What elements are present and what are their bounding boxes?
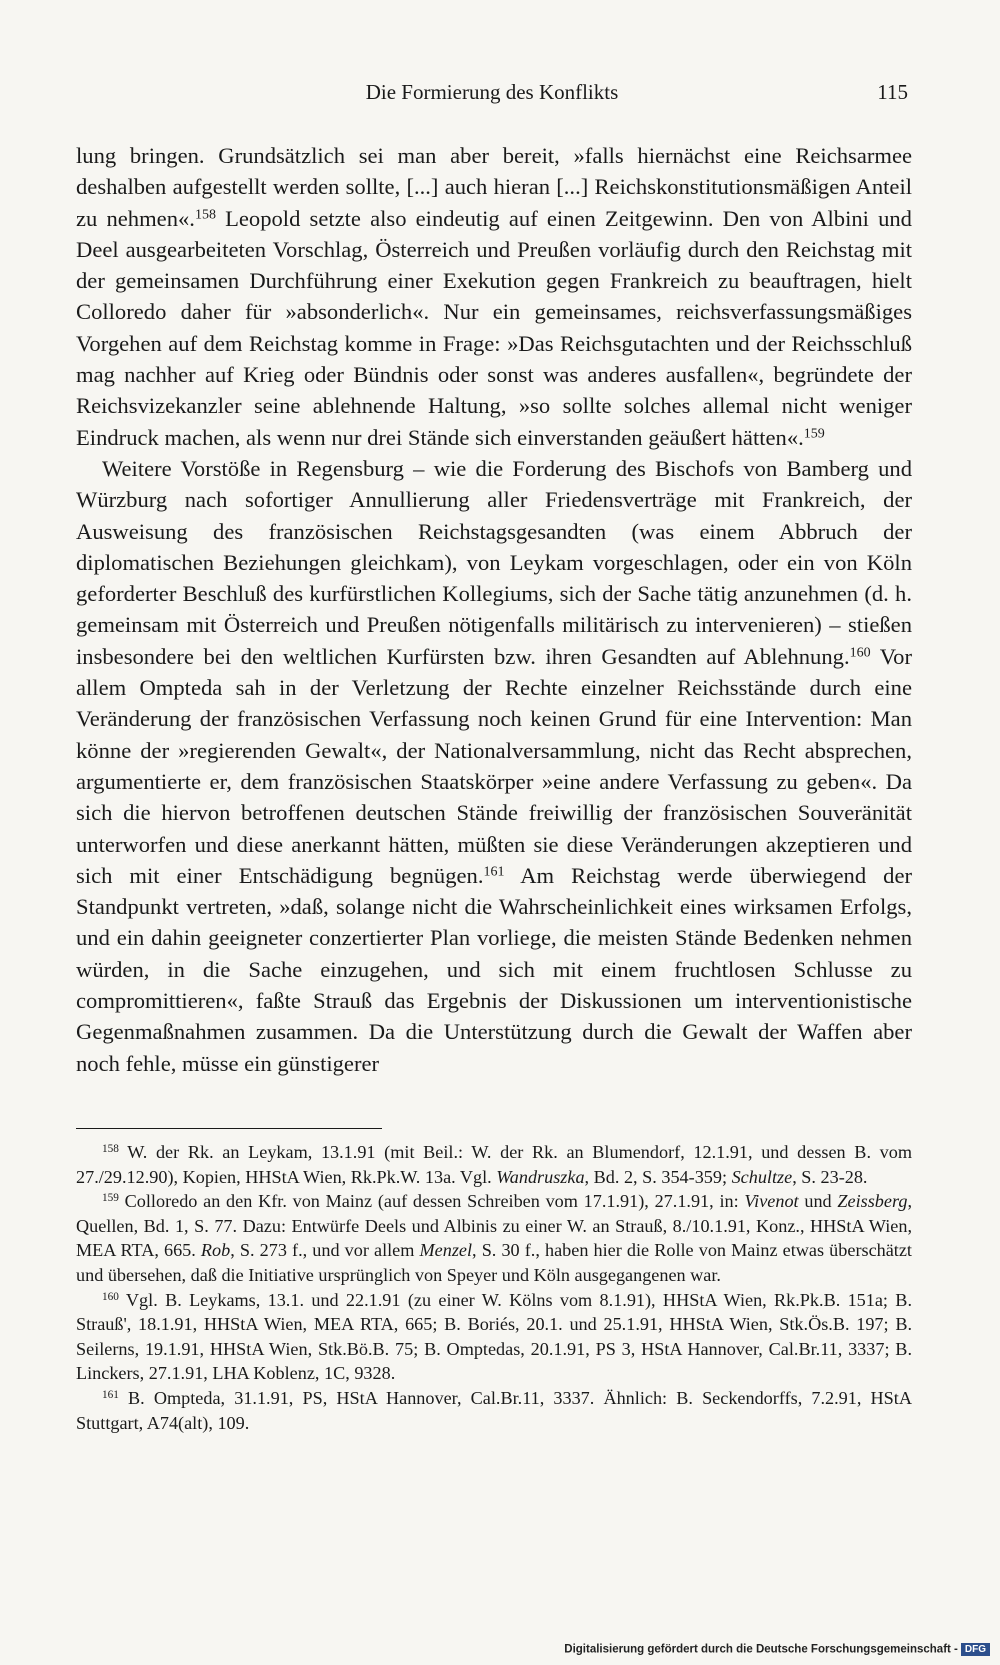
digitization-footer (0, 1643, 990, 1661)
footnote-ref-159: 159 (803, 425, 825, 441)
footnote-text: Vgl. B. Leykams, 13.1. und 22.1.91 (zu einer W. Kölns vom 8.1.91), HHStA Wien, Rk.Pk.B. 151a; B. Strauß', 18.1.91, HHStA Wien, MEA RTA, 665; B. Boriés, 20.1. und 25.1.91, HHStA Wien, Stk.Ös.B. 197; B. Seilerns, 19.1.91, HHStA Wien, Stk.Bö.B. 75; B. Omptedas, 20.1.91, PS 3, HStA Hannover, Cal.Br.11, 3337; B. Linckers, 27.1.91, LHA Koblenz, 1C, 9328. (76, 1289, 912, 1384)
paragraph-2 (76, 453, 912, 1079)
paragraph-text: Vor allem Ompteda sah in der Verletzung der Rechte einzelner Reichsstände durch eine Veränderung der französischen Verfassung noch keinen Grund für eine Intervention: Man könne der »regierenden Gewalt«, der Nationalversammlung, nicht das Recht absprechen, argumentierte er, dem französischen Staatskörper »eine andere Verfassung zu geben«. Da sich die hiervon betroffenen deutschen Stände freiwillig der französischen Souveränität unterworfen und diese anerkannt hätten, müßten sie diese Veränderungen akzeptieren und sich mit einer Entschädigung begnügen. (76, 643, 913, 888)
author-name: Rob (200, 1240, 231, 1261)
funding-credit: Digitalisierung gefördert durch die Deutsche Forschungsgemeinschaft - (564, 1643, 958, 1656)
footnote-number: 161 (102, 1388, 119, 1401)
footnote-number: 160 (102, 1290, 119, 1303)
footnote-160 (76, 1288, 912, 1386)
paragraph-text: Am Reichstag werde überwiegend der Standpunkt vertreten, »daß, solange nicht die Wahrscheinlichkeit eines wirksamen Erfolgs, und ein dahin geeigneter conzertierter Plan vorliege, die meisten Stände Bedenken nehmen würden, in die Sache einzugehen, und sich mit einem fruchtlosen Schlusse zu compromittieren«, faßte Strauß das Ergebnis der Diskussionen um interventionistische Gegenmaßnahmen zusammen. Da die Unterstützung durch die Gewalt der Waffen aber noch fehle, müsse ein günstigerer (76, 862, 912, 1076)
running-header (76, 76, 908, 110)
footnote-text: und (798, 1191, 838, 1212)
footnote-text: , Bd. 2, S. 354-359; (584, 1166, 732, 1187)
paragraph-text: Leopold setzte also eindeutig auf einen Zeitgewinn. Den von Albini und Deel ausgearbeiteten Vorschlag, Österreich und Preußen vorläufig durch den Reichstag mit der gemeinsamen Durchführung einer Exekution gegen Frankreich zu beauftragen, hielt Colloredo daher für »absonderlich«. Nur ein gemeinsames, reichsverfassungsmäßiges Vorgehen auf dem Reichstag komme in Frage: »Das Reichsgutachten und der Reichsschluß mag nachher auf Krieg oder Bündnis oder sonst was anderes ausfallen«, begründete der Reichsvizekanzler seine ablehnende Haltung, »so sollte solches allemal nicht weniger Eindruck machen, als wenn nur drei Stände sich einverstanden geäußert hätten«. (76, 205, 912, 450)
paragraph-text: Weitere Vorstöße in Regensburg – wie die Forderung des Bischofs von Bamberg und Würzburg nach sofortiger Annullierung aller Friedensverträge mit Frankreich, der Ausweisung des französischen Reichstagsgesandten (was einem Abbruch der diplomatischen Beziehungen gleichkam), von Leykam vorgeschlagen, oder ein von Köln geforderter Beschluß des kurfürstlichen Kollegiums, sich der Sache tätig anzunehmen (d. h. gemeinsam mit Österreich und Preußen nötigenfalls militärisch zu intervenieren) – stießen insbesondere bei den weltlichen Kurfürsten bzw. ihren Gesandten auf Ablehnung. (76, 455, 912, 669)
footnote-text: W. der Rk. an Leykam, 13.1.91 (mit Beil.: W. der Rk. an Blumendorf, 12.1.91, und dessen B. vom 27./29.12.90), Kopien, HHStA Wien, Rk.Pk.W. 13a. Vgl. (76, 1142, 912, 1187)
author-name: Wandruszka (496, 1166, 585, 1187)
footnote-158 (76, 1140, 912, 1189)
footnote-text: , S. 30 f., haben hier die Rolle von Mainz etwas überschätzt und übersehen, daß die Initiative ursprünglich von Speyer und Köln ausgegangenen war. (76, 1240, 912, 1285)
author-name: Schultze (731, 1166, 793, 1187)
footnote-text: , Quellen, Bd. 1, S. 77. Dazu: Entwürfe Deels und Albinis zu einer W. an Strauß, 8./10.1.91, Konz., HHStA Wien, MEA RTA, 665. (76, 1191, 912, 1261)
footnote-159 (76, 1189, 912, 1287)
footnote-text: , S. 23-28. (792, 1166, 868, 1187)
footnote-number: 158 (102, 1142, 119, 1155)
author-name: Zeissberg (837, 1191, 908, 1212)
footnotes (76, 1140, 912, 1435)
footnote-text: B. Ompteda, 31.1.91, PS, HStA Hannover, Cal.Br.11, 3337. Ähnlich: B. Seckendorffs, 7.2.91, HStA Stuttgart, A74(alt), 109. (76, 1387, 912, 1433)
footnote-number: 159 (102, 1191, 119, 1204)
footnote-161 (76, 1386, 912, 1435)
footnote-separator (76, 1128, 382, 1129)
page-number: 115 (877, 80, 908, 104)
main-text (76, 140, 912, 1079)
footnote-ref-158: 158 (194, 206, 216, 222)
dfg-logo: DFG (961, 1643, 990, 1656)
running-title: Die Formierung des Konflikts (365, 80, 619, 104)
footnote-text: Colloredo an den Kfr. von Mainz (auf dessen Schreiben vom 17.1.91), 27.1.91, in: (118, 1191, 745, 1212)
author-name: Menzel (419, 1240, 473, 1261)
footnote-text: , S. 273 f., und vor allem (230, 1240, 420, 1261)
paragraph-1 (76, 140, 912, 453)
author-name: Vivenot (744, 1191, 799, 1212)
paragraph-text: lung bringen. Grundsätzlich sei man aber bereit, »falls hiernächst eine Reichsarmee deshalben aufgestellt werden sollte, [...] auch hieran [...] Reichskonstitutionsmäßigen Anteil zu nehmen«. (76, 143, 912, 231)
footnote-ref-161: 161 (483, 864, 505, 880)
footnote-ref-160: 160 (849, 645, 871, 661)
